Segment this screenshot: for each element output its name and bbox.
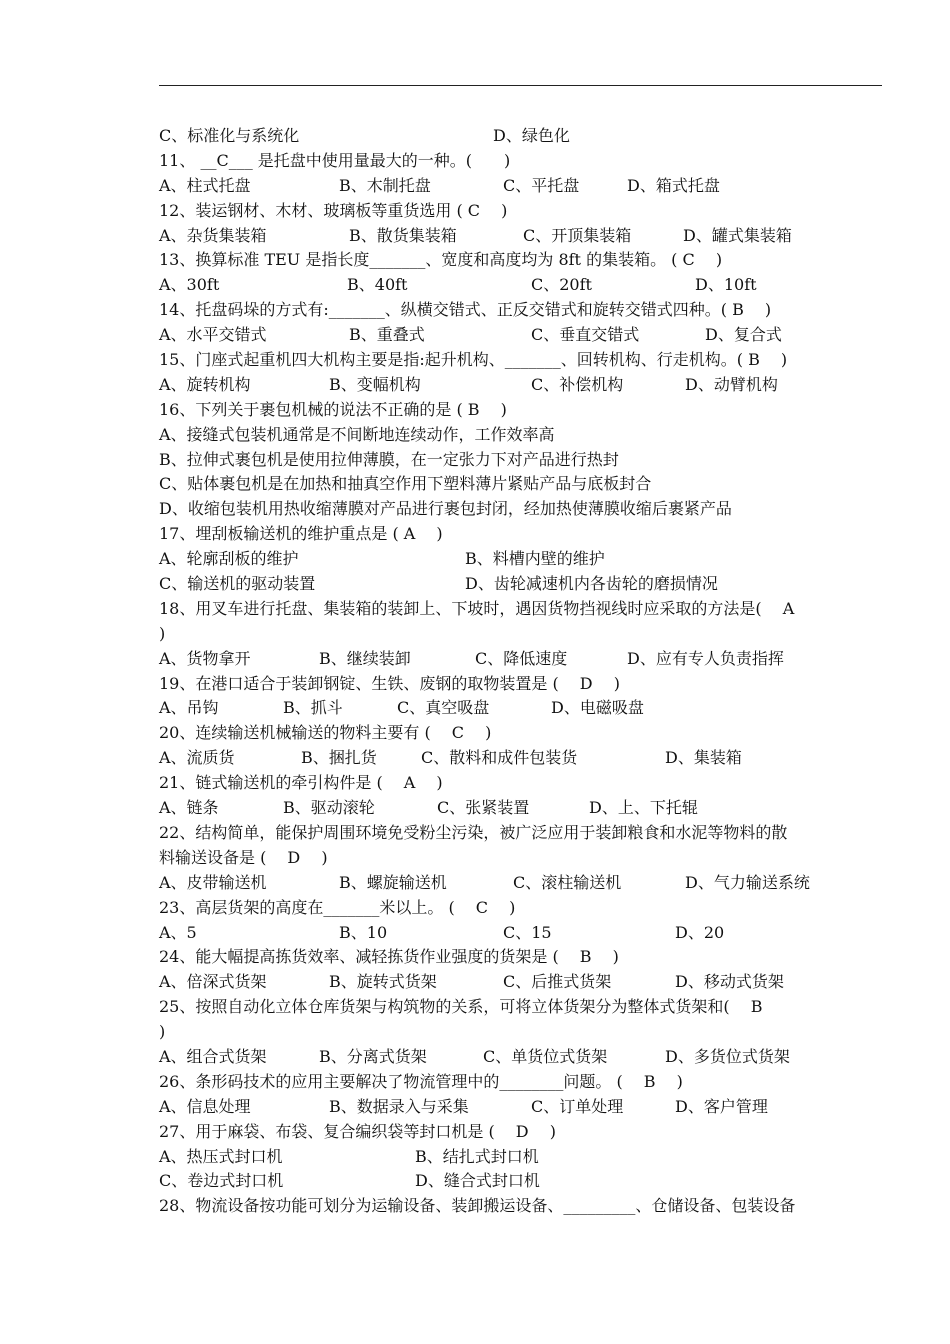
option-a: C、标准化与系统化	[159, 126, 300, 145]
option-a: A、水平交错式	[159, 325, 267, 345]
text-line: 18、用叉车进行托盘、集装箱的装卸上、下坡时，遇因货物挡视线时应采取的方法是( A	[159, 598, 795, 618]
options-line	[159, 1095, 883, 1120]
options-line	[159, 796, 883, 821]
option-c: C、20ft	[531, 275, 592, 295]
option-b: B、料槽内壁的维护	[465, 549, 605, 569]
option-b: B、木制托盘	[339, 175, 431, 195]
option-b: D、齿轮减速机内各齿轮的磨损情况	[465, 574, 718, 594]
text-line: 22、结构简单，能保护周围环境免受粉尘污染，被广泛应用于装卸粮食和水泥等物料的散	[159, 822, 788, 842]
option-d: D、客户管理	[675, 1096, 768, 1116]
option-c: C、订单处理	[531, 1096, 624, 1116]
text-line: 24、能大幅提高拣货效率、减轻拣货作业强度的货架是 ( B )	[159, 947, 619, 967]
option-a: A、信息处理	[159, 1096, 251, 1116]
option-a: A、杂货集装箱	[159, 225, 267, 245]
header-rule	[159, 85, 882, 86]
text-line: 16、下列关于裹包机械的说法不正确的是 ( B )	[159, 399, 507, 419]
options-line	[159, 970, 883, 995]
question-list	[159, 124, 883, 1219]
option-a: A、热压式封口机	[159, 1146, 283, 1166]
options-line	[159, 1045, 883, 1070]
options-line	[159, 1169, 883, 1194]
text-line: 14、托盘码垛的方式有:_______、纵横交错式、正反交错式和旋转交错式四种。( B )	[159, 300, 772, 320]
option-a: C、卷边式封口机	[159, 1171, 284, 1191]
text-line: 23、高层货架的高度在_______米以上。 ( C )	[159, 897, 516, 917]
option-d: D、电磁吸盘	[551, 698, 644, 718]
option-c: C、补偿机构	[531, 374, 624, 394]
option-b: B、数据录入与采集	[329, 1096, 469, 1116]
option-a: A、倍深式货架	[159, 972, 267, 992]
text-line: 17、埋刮板输送机的维护重点是 ( A )	[159, 524, 443, 544]
options-line	[159, 547, 883, 572]
option-d: D、10ft	[695, 275, 757, 295]
text-line: 12、装运钢材、木材、玻璃板等重货选用 ( C )	[159, 200, 508, 220]
text-line: 料输送设备是 ( D )	[159, 847, 328, 867]
option-a: A、旋转机构	[159, 374, 251, 394]
option-d: D、动臂机构	[685, 374, 778, 394]
options-line	[159, 921, 883, 946]
text-line: 25、按照自动化立体仓库货架与构筑物的关系，可将立体货架分为整体式货架和( B	[159, 997, 763, 1017]
option-b: B、重叠式	[349, 325, 425, 345]
option-b: B、结扎式封口机	[415, 1146, 539, 1166]
option-c: C、单货位式货架	[483, 1046, 608, 1066]
option-c: C、滚柱输送机	[513, 872, 622, 892]
options-line	[159, 273, 883, 298]
options-line	[159, 174, 883, 199]
text-line: C、贴体裹包机是在加热和抽真空作用下塑料薄片紧贴产品与底板封合	[159, 474, 652, 494]
text-line: 21、链式输送机的牵引构件是 ( A )	[159, 773, 443, 793]
option-c: C、平托盘	[503, 175, 580, 195]
option-c: C、开顶集装箱	[523, 225, 632, 245]
option-d: D、20	[675, 922, 725, 942]
text-line: 11、 __C___ 是托盘中使用量最大的一种。( )	[159, 150, 511, 170]
option-b: B、驱动滚轮	[283, 798, 375, 818]
text-line: D、收缩包装机用热收缩薄膜对产品进行裹包封闭，经加热使薄膜收缩后裹紧产品	[159, 499, 732, 519]
options-line	[159, 647, 883, 672]
option-b: B、10	[339, 922, 388, 942]
text-line: 13、换算标准 TEU 是指长度_______、宽度和高度均为 8ft 的集装箱。 ( C )	[159, 250, 723, 270]
option-a: A、流质货	[159, 748, 235, 768]
option-b: D、绿色化	[493, 126, 570, 145]
option-d: D、上、下托辊	[589, 798, 698, 818]
text-line: 20、连续输送机械输送的物料主要有 ( C )	[159, 723, 492, 743]
option-a: A、5	[159, 922, 197, 942]
option-a: C、输送机的驱动装置	[159, 574, 316, 594]
options-line	[159, 746, 883, 771]
text-line: 15、门座式起重机四大机构主要是指:起升机构、_______、回转机构、行走机构。( B )	[159, 350, 788, 370]
option-c: C、张紧装置	[437, 798, 530, 818]
text-line: 19、在港口适合于装卸钢锭、生铁、废钢的取物装置是 ( D )	[159, 673, 620, 693]
option-b: B、40ft	[347, 275, 408, 295]
option-a: A、吊钩	[159, 698, 219, 718]
option-d: D、多货位式货架	[665, 1046, 790, 1066]
option-c: C、降低速度	[475, 648, 568, 668]
option-b: B、抓斗	[283, 698, 343, 718]
options-line	[159, 1145, 883, 1170]
option-a: A、货物拿开	[159, 648, 251, 668]
option-a: A、皮带输送机	[159, 872, 267, 892]
options-line	[159, 224, 883, 249]
option-c: C、散料和成件包装货	[421, 748, 578, 768]
option-a: A、30ft	[159, 275, 220, 295]
option-a: A、组合式货架	[159, 1046, 267, 1066]
text-line: A、接缝式包装机通常是不间断地连续动作，工作效率高	[159, 424, 555, 444]
options-line	[159, 124, 883, 149]
option-b: D、缝合式封口机	[415, 1171, 540, 1191]
text-line: 28、物流设备按功能可划分为运输设备、装卸搬运设备、_________、仓储设备、包装设备	[159, 1196, 796, 1216]
option-c: C、垂直交错式	[531, 325, 640, 345]
options-line	[159, 323, 883, 348]
options-line	[159, 696, 883, 721]
options-line	[159, 871, 883, 896]
option-a: A、轮廓刮板的维护	[159, 549, 299, 569]
options-line	[159, 572, 883, 597]
option-d: D、移动式货架	[675, 972, 784, 992]
option-a: A、链条	[159, 798, 219, 818]
option-b: B、变幅机构	[329, 374, 421, 394]
text-line: )	[159, 623, 166, 643]
option-c: C、后推式货架	[503, 972, 612, 992]
option-d: D、气力输送系统	[685, 872, 810, 892]
option-c: C、15	[503, 922, 552, 942]
text-line: )	[159, 1022, 166, 1042]
option-d: D、箱式托盘	[627, 175, 720, 195]
text-line: 27、用于麻袋、布袋、复合编织袋等封口机是 ( D )	[159, 1121, 556, 1141]
option-d: D、应有专人负责指挥	[627, 648, 784, 668]
option-b: B、旋转式货架	[329, 972, 437, 992]
option-b: B、捆扎货	[301, 748, 377, 768]
option-d: D、复合式	[705, 325, 782, 345]
option-c: C、真空吸盘	[397, 698, 490, 718]
option-d: D、集装箱	[665, 748, 742, 768]
option-a: A、柱式托盘	[159, 175, 251, 195]
option-b: B、螺旋输送机	[339, 872, 447, 892]
option-b: B、散货集装箱	[349, 225, 457, 245]
options-line	[159, 373, 883, 398]
option-b: B、继续装卸	[319, 648, 411, 668]
option-d: D、罐式集装箱	[683, 225, 792, 245]
option-b: B、分离式货架	[319, 1046, 427, 1066]
text-line: 26、条形码技术的应用主要解决了物流管理中的________问题。 ( B )	[159, 1071, 683, 1091]
text-line: B、拉伸式裹包机是使用拉伸薄膜，在一定张力下对产品进行热封	[159, 449, 619, 469]
